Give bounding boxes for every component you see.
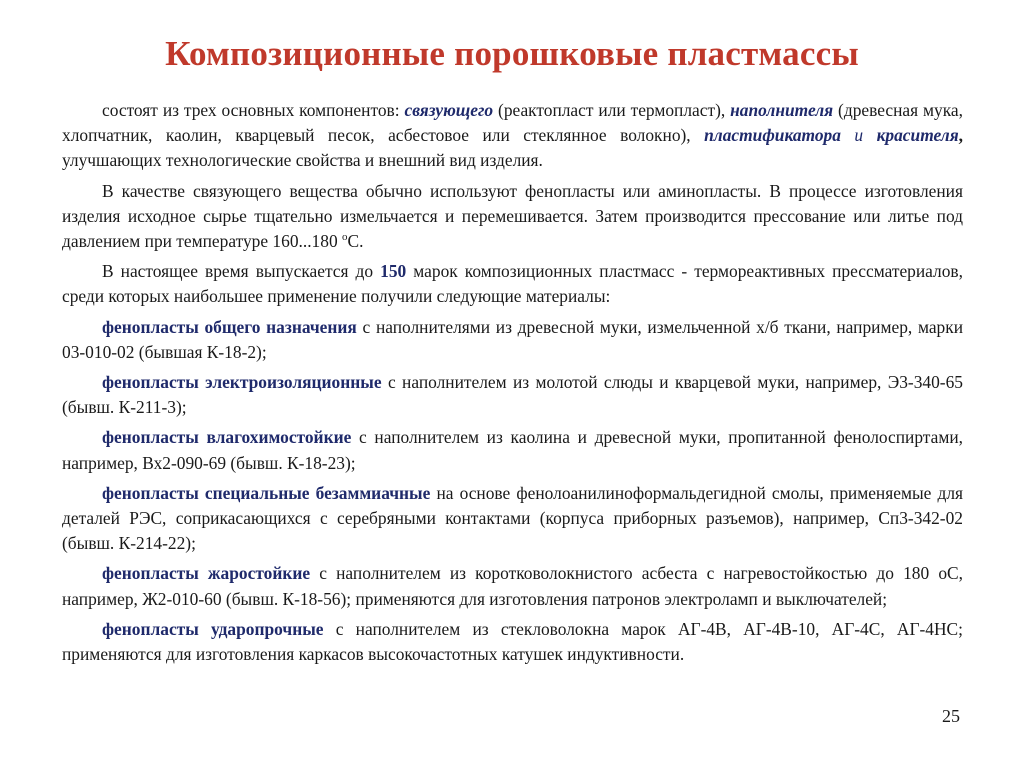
text-and: и bbox=[840, 125, 877, 146]
text-comma: , bbox=[958, 125, 964, 146]
material-description: с наполнителями из древесной муки, измельченной х/б ткани, например, марки 03-010-02 (бывшая К-18-2); bbox=[62, 316, 963, 362]
material-description: на основе фенолоанилиноформальдегидной смолы, применяемые для деталей РЭС, соприкасающихся с серебряными контактами (корпуса приборных разъемов), например, Сп3-342-02 (бывш. К-214-22); bbox=[62, 482, 963, 554]
slide-title: Композиционные порошковые пластмассы bbox=[165, 34, 859, 73]
material-name: фенопласты жаростойкие bbox=[102, 563, 311, 584]
text-run: (реактопласт или термопласт), bbox=[493, 100, 731, 120]
list-item-impact-resistant bbox=[62, 617, 963, 667]
list-item-moisture-chemical-resistant bbox=[62, 425, 963, 475]
term-dye: красителя bbox=[876, 125, 959, 146]
page-number: 25 bbox=[942, 706, 960, 726]
material-name: фенопласты общего назначения bbox=[102, 316, 357, 337]
material-description: с наполнителем из коротковолокнистого асбеста с нагревостойкостью до 180 оС, например, Ж2-010-60 (бывш. К-18-56); применяются для изготовления патронов электроламп и выключателей; bbox=[62, 563, 963, 609]
material-description: с наполнителем из молотой слюды и кварцевой муки, например, Э3-340-65 (бывш. К-211-3); bbox=[62, 372, 963, 418]
list-item-general-purpose bbox=[62, 315, 963, 365]
text-run: (древесная мука, хлопчатник, каолин, кварцевый песок, асбестовое или стеклянное волокно), bbox=[62, 100, 963, 146]
material-description: с наполнителем из стекловолокна марок АГ-4В, АГ-4В-10, АГ-4С, АГ-4НС; применяются для изготовления каркасов высокочастотных катушек индуктивности. bbox=[62, 618, 963, 665]
text-run: С. bbox=[347, 231, 364, 252]
term-binder: связующего bbox=[404, 100, 494, 120]
grades-count: 150 bbox=[380, 261, 407, 282]
list-item-electrical-insulating bbox=[62, 370, 963, 420]
slide-body bbox=[62, 98, 963, 672]
text-run: В настоящее время выпускается до bbox=[102, 261, 381, 282]
paragraph-binder-process bbox=[62, 179, 963, 255]
list-item-ammonia-free bbox=[62, 481, 963, 557]
list-item-heat-resistant bbox=[62, 561, 963, 611]
degree-superscript: о bbox=[342, 231, 348, 244]
paragraph-components bbox=[62, 98, 963, 174]
material-name: фенопласты электроизоляционные bbox=[102, 372, 382, 393]
material-name: фенопласты ударопрочные bbox=[102, 618, 324, 639]
text-run: марок композиционных пластмасс - термореактивных прессматериалов, среди которых наибольшее применение получили следующие материалы: bbox=[62, 261, 963, 307]
text-run: улучшающих технологические свойства и внешний вид изделия. bbox=[62, 150, 543, 171]
material-description: с наполнителем из каолина и древесной муки, пропитанной фенолоспиртами, например, Вх2-090-69 (бывш. К-18-23); bbox=[62, 427, 963, 473]
term-filler: наполнителя bbox=[730, 100, 834, 120]
text-run: В качестве связующего вещества обычно используют фенопласты или аминопласты. В процессе изготовления изделия исходное сырье тщательно измельчается и перемешивается. Затем производится прессование или литье под давлением при температуре 160...180 bbox=[62, 180, 963, 252]
material-name: фенопласты специальные безаммиачные bbox=[102, 482, 431, 503]
paragraph-grades-count bbox=[62, 259, 963, 309]
material-name: фенопласты влагохимостойкие bbox=[102, 427, 352, 448]
text-run: состоят из трех основных компонентов: bbox=[102, 100, 405, 120]
term-plasticizer: пластификатора bbox=[704, 125, 841, 146]
